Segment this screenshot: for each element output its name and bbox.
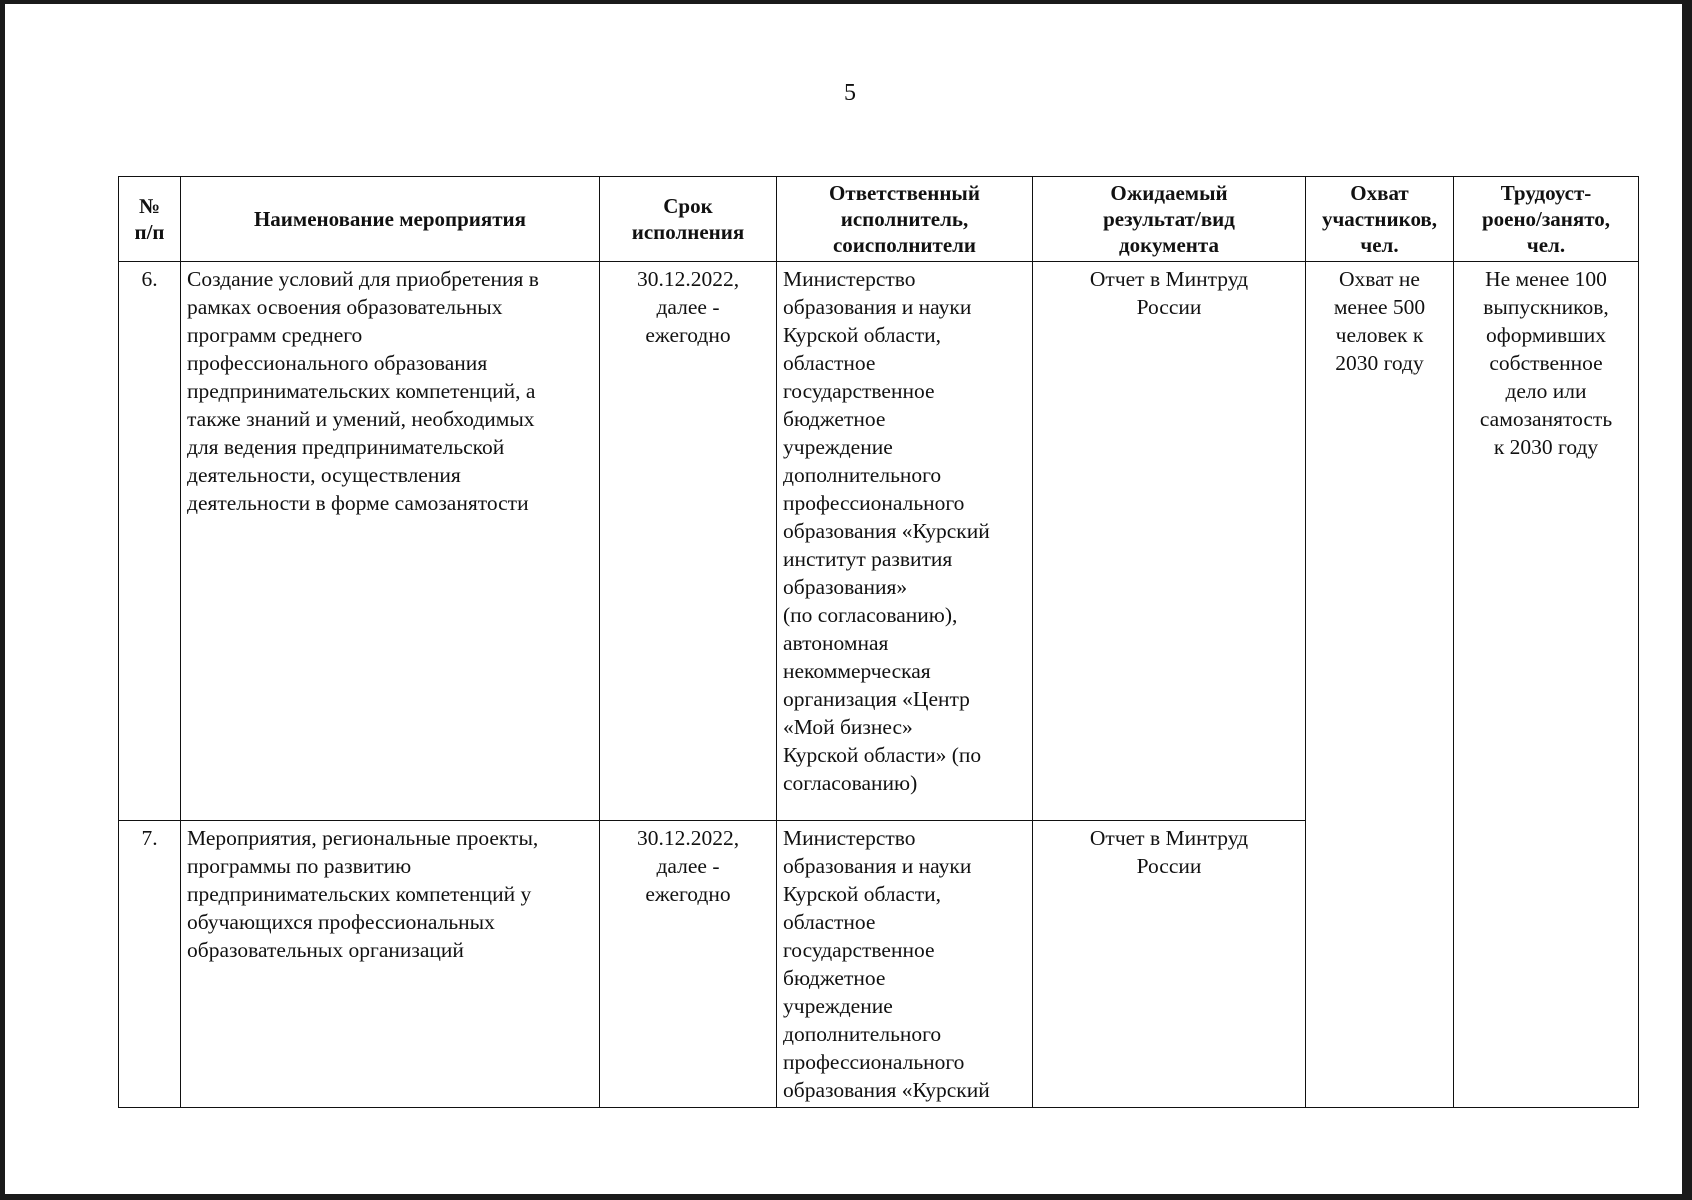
cell-employed: Не менее 100 выпускников, оформивших собственное дело или самозанятость к 2030 году: [1454, 262, 1639, 1108]
header-responsible: Ответственный исполнитель, соисполнители: [777, 177, 1033, 262]
scan-border-bottom: [0, 1194, 1692, 1200]
header-employed: Трудоуст- роено/занято, чел.: [1454, 177, 1639, 262]
header-expected-result: Ожидаемый результат/вид документа: [1033, 177, 1306, 262]
header-activity-name: Наименование мероприятия: [181, 177, 600, 262]
scan-border-right: [1682, 0, 1692, 1200]
scan-border-left: [0, 0, 5, 1200]
cell-number: 7.: [119, 821, 181, 1108]
table-row: [119, 262, 1639, 821]
cell-number: 6.: [119, 262, 181, 821]
page-number: 5: [844, 80, 856, 106]
header-participants-reach: Охват участников, чел.: [1306, 177, 1454, 262]
header-number: № п/п: [119, 177, 181, 262]
cell-deadline: 30.12.2022, далее - ежегодно: [600, 821, 777, 1108]
cell-expected-result: Отчет в Минтруд России: [1033, 262, 1306, 821]
activities-table: [118, 176, 1639, 1108]
cell-activity-name: Мероприятия, региональные проекты, программы по развитию предпринимательских компетенций у обучающихся профессиональных образовательных организаций: [181, 821, 600, 1108]
scan-border-top: [0, 0, 1692, 4]
header-deadline: Срок исполнения: [600, 177, 777, 262]
cell-expected-result: Отчет в Минтруд России: [1033, 821, 1306, 1108]
cell-participants-reach: Охват не менее 500 человек к 2030 году: [1306, 262, 1454, 1108]
cell-responsible: Министерство образования и науки Курской области, областное государственное бюджетное учреждение дополнительного профессионального образования «Курский: [777, 821, 1033, 1108]
cell-activity-name: Создание условий для приобретения в рамках освоения образовательных программ среднего профессионального образования предпринимательских компетенций, а также знаний и умений, необходимых для ведения предпринимательской деятельности, осуществления деятельности в форме самозанятости: [181, 262, 600, 821]
table-header-row: [119, 177, 1639, 262]
cell-responsible: Министерство образования и науки Курской области, областное государственное бюджетное учреждение дополнительного профессионального образования «Курский институт развития образования» (по согласованию), автономная некоммерческая организация «Центр «Мой бизнес» Курской области» (по согласованию): [777, 262, 1033, 821]
cell-deadline: 30.12.2022, далее - ежегодно: [600, 262, 777, 821]
